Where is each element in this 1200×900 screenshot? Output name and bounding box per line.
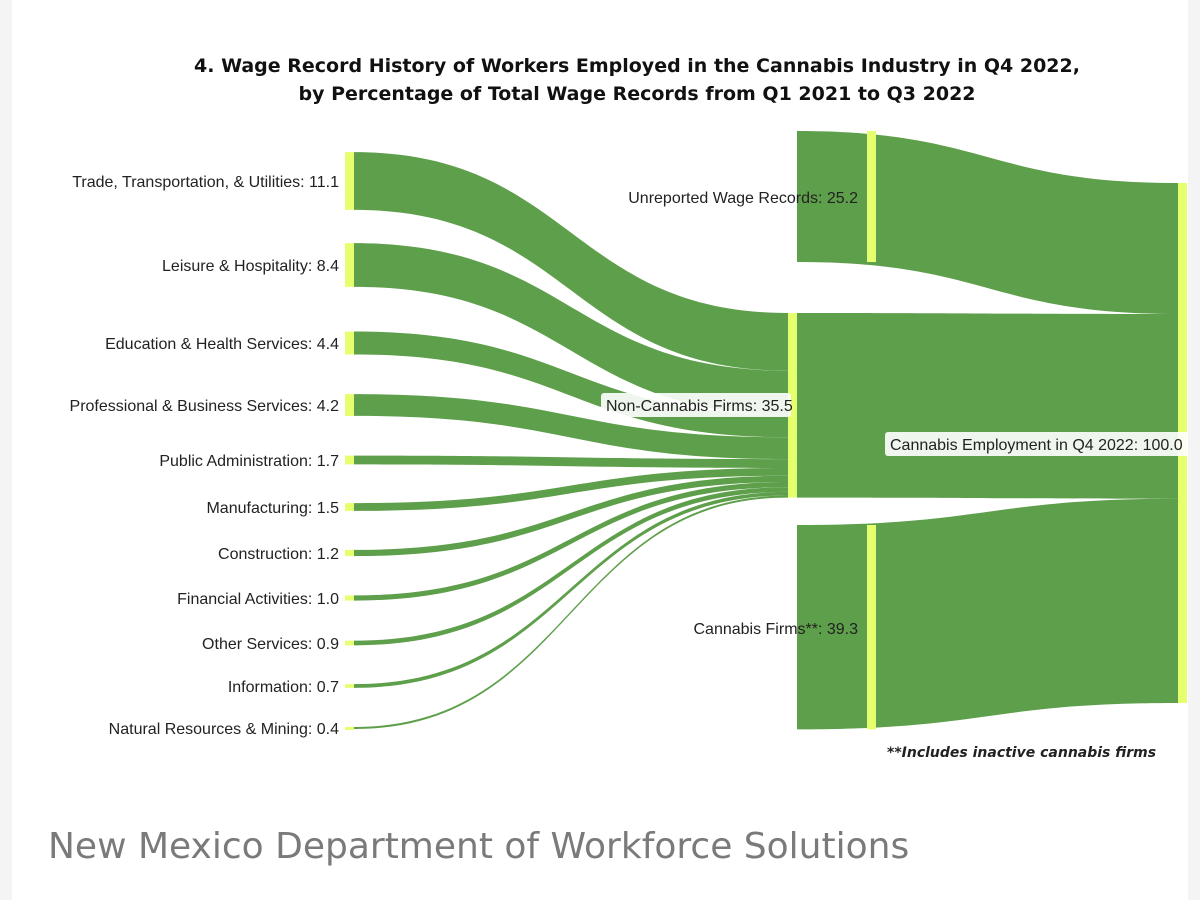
source-node (345, 456, 354, 465)
sankey-link (797, 131, 1178, 314)
unreported-node (867, 131, 876, 262)
source-label: Information: 0.7 (227, 679, 339, 696)
cannabis-firms-label: Cannabis Firms**: 39.3 (693, 621, 858, 638)
target-label-text: Cannabis Employment in Q4 2022: 100.0 (890, 437, 1183, 454)
source-node (345, 394, 354, 416)
source-label: Financial Activities: 1.0 (177, 591, 339, 608)
source-node (345, 332, 354, 355)
source-node (345, 152, 354, 210)
source-node (345, 550, 354, 556)
target-label (885, 432, 1188, 456)
chart-card (12, 0, 1188, 900)
unreported-label: Unreported Wage Records: 25.2 (628, 190, 858, 207)
source-label: Education & Health Services: 4.4 (105, 336, 339, 353)
sankey-links (354, 131, 1178, 729)
source-label: Professional & Business Services: 4.2 (69, 398, 339, 415)
footnote: **Includes inactive cannabis firms (887, 745, 1157, 761)
source-label: Trade, Transportation, & Utilities: 11.1 (72, 174, 339, 191)
source-footer: New Mexico Department of Workforce Solutions (48, 826, 910, 867)
chart-title-line-1: 4. Wage Record History of Workers Employed in the Cannabis Industry in Q4 2022, (194, 55, 1080, 77)
source-node (345, 243, 354, 287)
source-label: Construction: 1.2 (218, 546, 339, 563)
source-node (345, 727, 354, 730)
source-node (345, 503, 354, 511)
source-node (345, 684, 354, 688)
sankey-link (797, 499, 1178, 730)
source-node (345, 641, 354, 646)
sankey-diagram (12, 0, 1188, 800)
source-node (345, 595, 354, 600)
sankey-link (354, 496, 788, 730)
sankey-link (797, 313, 1178, 499)
source-label: Other Services: 0.9 (202, 636, 339, 653)
source-label: Natural Resources & Mining: 0.4 (108, 721, 339, 738)
sankey-link (354, 492, 788, 688)
non-cannabis-label-text: Non-Cannabis Firms: 35.5 (606, 398, 793, 415)
chart-title-line-2: by Percentage of Total Wage Records from Q1 2021 to Q3 2022 (298, 83, 976, 105)
source-label: Leisure & Hospitality: 8.4 (162, 258, 339, 275)
non-cannabis-label (601, 393, 793, 417)
source-label: Public Administration: 1.7 (159, 453, 339, 470)
source-label: Manufacturing: 1.5 (206, 500, 339, 517)
cannabis-firms-node (867, 525, 876, 729)
